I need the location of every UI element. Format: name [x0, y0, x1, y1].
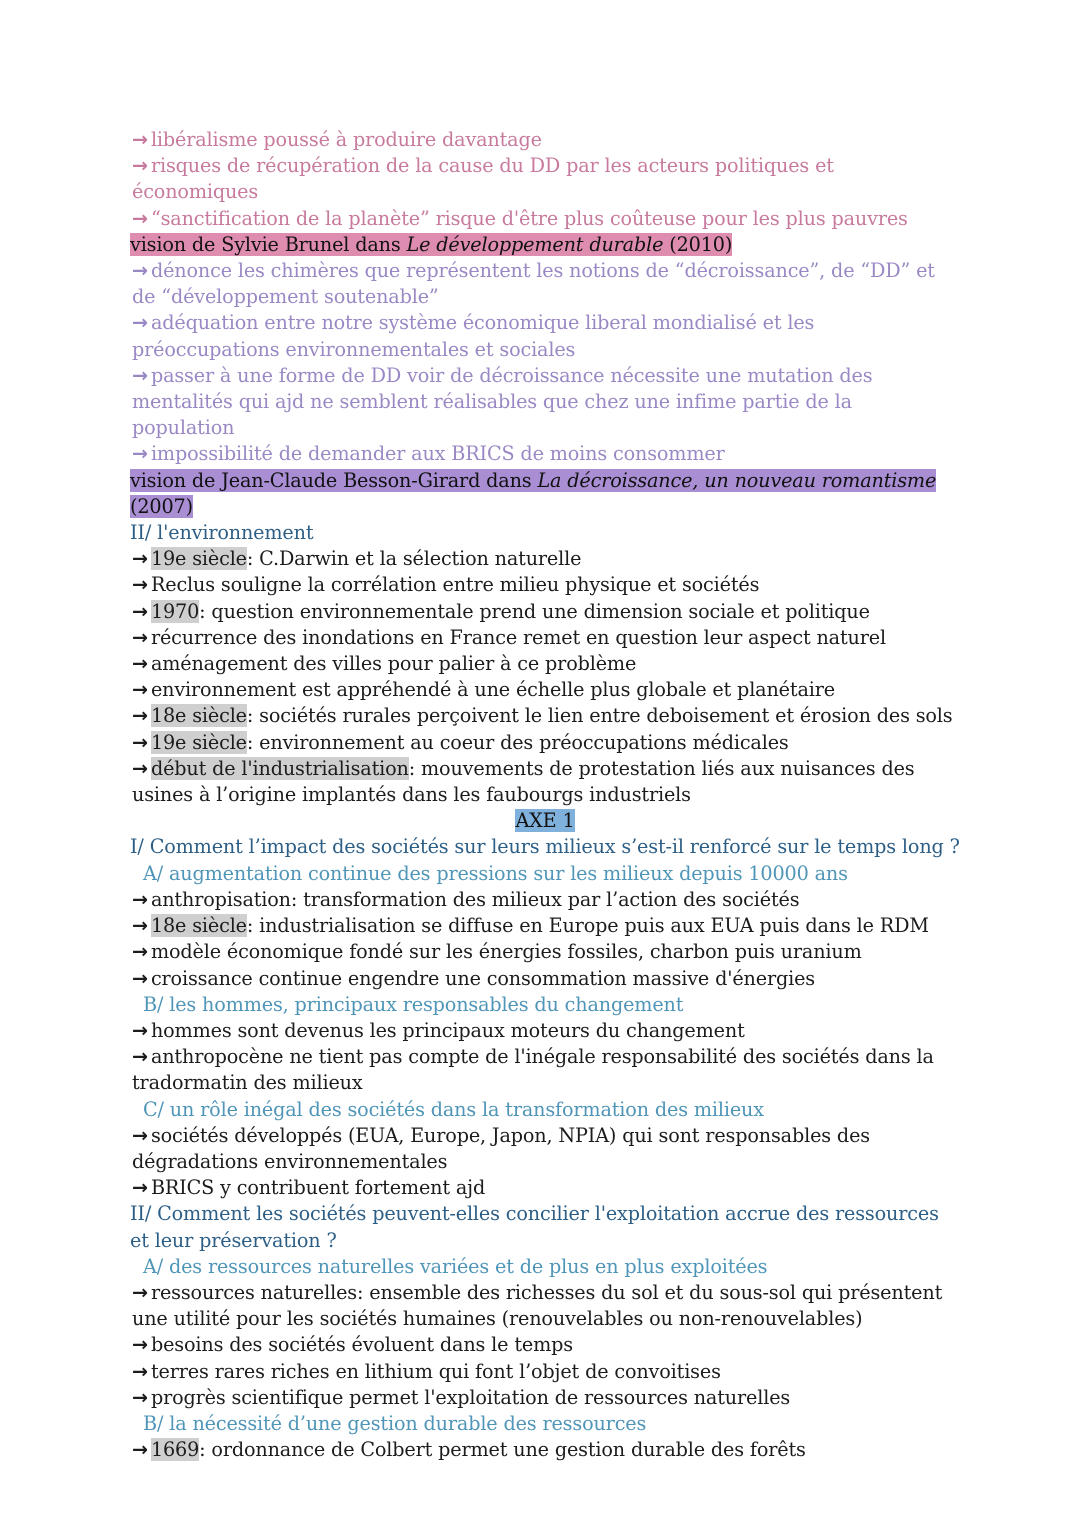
list-item: → 18e siècle: sociétés rurales perçoivent le lien entre deboisement et érosion des sols	[132, 704, 953, 728]
arrow-icon: →	[132, 1359, 148, 1383]
arrow-icon: →	[132, 940, 148, 964]
arrow-icon: →	[132, 625, 148, 649]
list-item: → aménagement des villes pour palier à ce problème	[132, 652, 637, 676]
subsection-heading: B/ les hommes, principaux responsables du changement	[143, 992, 684, 1016]
question-heading: I/ Comment l’impact des sociétés sur leurs milieux s’est-il renforcé sur le temps long ?	[130, 835, 960, 859]
arrow-icon: →	[132, 704, 148, 728]
list-item: → 19e siècle: environnement au coeur des préoccupations médicales	[132, 730, 789, 754]
arrow-icon: →	[132, 259, 148, 283]
arrow-icon: →	[132, 914, 148, 938]
list-item: → risques de récupération de la cause du DD par les acteurs politiques et économiques	[132, 154, 834, 204]
arrow-icon: →	[132, 887, 148, 911]
list-item: → environnement est appréhendé à une échelle plus globale et planétaire	[132, 678, 835, 702]
subsection-heading: B/ la nécessité d’une gestion durable des ressources	[143, 1411, 647, 1435]
arrow-icon: →	[132, 442, 148, 466]
list-item: → Reclus souligne la corrélation entre milieu physique et sociétés	[132, 573, 760, 597]
list-item: → modèle économique fondé sur les énergies fossiles, charbon puis uranium	[132, 940, 862, 964]
axe-heading: AXE 1	[515, 809, 575, 833]
document-page	[130, 127, 960, 1463]
list-item: → sociétés développés (EUA, Europe, Japon, NPIA) qui sont responsables des dégradations environnementales	[132, 1123, 870, 1173]
arrow-icon: →	[132, 311, 148, 335]
arrow-icon: →	[132, 573, 148, 597]
arrow-icon: →	[132, 1176, 148, 1200]
arrow-icon: →	[132, 1045, 148, 1069]
list-item: → début de l'industrialisation: mouvements de protestation liés aux nuisances des usines à l’origine implantés dans les faubourgs industriels	[132, 756, 915, 807]
arrow-icon: →	[132, 599, 148, 623]
arrow-icon: →	[132, 1385, 148, 1409]
list-item: → récurrence des inondations en France remet en question leur aspect naturel	[132, 625, 886, 649]
arrow-icon: →	[132, 730, 148, 754]
list-item: → hommes sont devenus les principaux moteurs du changement	[132, 1018, 745, 1042]
arrow-icon: →	[132, 1280, 148, 1304]
list-item: → dénonce les chimères que représentent les notions de “décroissance”, de “DD” et de “développement soutenable”	[132, 259, 935, 309]
section-heading: II/ l'environnement	[130, 521, 314, 545]
list-item: → progrès scientifique permet l'exploitation de ressources naturelles	[132, 1385, 791, 1409]
list-item: → passer à une forme de DD voir de décroissance nécessite une mutation des mentalités qui ajd ne semblent réalisables que chez une infime partie de la population	[132, 363, 873, 440]
list-item: → ressources naturelles: ensemble des richesses du sol et du sous-sol qui présentent une utilité pour les sociétés humaines (renouvelables ou non-renouvelables)	[132, 1280, 943, 1331]
list-item: → anthropocène ne tient pas compte de l'inégale responsabilité des sociétés dans la tradormatin des milieux	[132, 1045, 934, 1095]
arrow-icon: →	[132, 756, 148, 780]
question-heading: II/ Comment les sociétés peuvent-elles concilier l'exploitation accrue des ressources et leur préservation ?	[130, 1202, 939, 1252]
list-item: → BRICS y contribuent fortement ajd	[132, 1176, 486, 1200]
arrow-icon: →	[132, 128, 148, 151]
arrow-icon: →	[132, 547, 148, 571]
arrow-icon: →	[132, 363, 148, 387]
list-item: → “sanctification de la planète” risque d'être plus coûteuse pour les plus pauvres	[132, 206, 908, 230]
list-item: → anthropisation: transformation des milieux par l’action des sociétés	[132, 887, 800, 911]
arrow-icon: →	[132, 678, 148, 702]
list-item: → adéquation entre notre système économique liberal mondialisé et les préoccupations environnementales et sociales	[132, 311, 815, 361]
list-item: → 19e siècle: C.Darwin et la sélection naturelle	[132, 547, 582, 571]
arrow-icon: →	[132, 652, 148, 676]
list-item: → terres rares riches en lithium qui font l’objet de convoitises	[132, 1359, 721, 1383]
arrow-icon: →	[132, 966, 148, 990]
subsection-heading: C/ un rôle inégal des sociétés dans la transformation des milieux	[143, 1097, 764, 1121]
list-item: → impossibilité de demander aux BRICS de moins consommer	[132, 442, 725, 466]
arrow-icon: →	[132, 154, 148, 178]
subsection-heading: A/ des ressources naturelles variées et de plus en plus exploitées	[143, 1254, 768, 1278]
arrow-icon: →	[132, 1123, 148, 1147]
arrow-icon: →	[132, 1438, 148, 1462]
subsection-heading: A/ augmentation continue des pressions sur les milieux depuis 10000 ans	[143, 861, 848, 885]
list-item: → 1669: ordonnance de Colbert permet une gestion durable des forêts	[132, 1438, 806, 1462]
arrow-icon: →	[132, 1018, 148, 1042]
list-item: → libéralisme poussé à produire davantage	[132, 128, 542, 151]
list-item: → 18e siècle: industrialisation se diffuse en Europe puis aux EUA puis dans le RDM	[132, 914, 929, 938]
list-item: → 1970: question environnementale prend une dimension sociale et politique	[132, 599, 870, 623]
arrow-icon: →	[132, 206, 148, 230]
besson-heading: vision de Jean-Claude Besson-Girard dans La décroissance, un nouveau romantisme (2007)	[130, 468, 937, 518]
list-item: → croissance continue engendre une consommation massive d'énergies	[132, 966, 816, 990]
arrow-icon: →	[132, 1333, 148, 1357]
list-item: → besoins des sociétés évoluent dans le temps	[132, 1333, 573, 1357]
brunel-heading: vision de Sylvie Brunel dans Le développement durable (2010)	[130, 232, 733, 256]
